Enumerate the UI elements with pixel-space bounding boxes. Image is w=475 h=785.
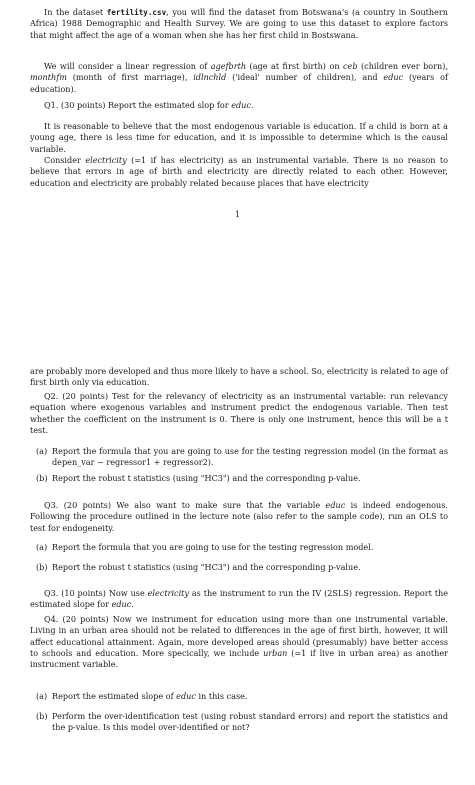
q3-text: Q3. (20 points) We also want to make sure that the variable — [44, 500, 326, 510]
model-paragraph — [30, 61, 448, 95]
q4a-text: Report the estimated slope of — [52, 691, 177, 701]
continuation-paragraph: are probably more developed and thus more likely to have a school. So, electricity is related to age of first birth only via education. — [30, 366, 448, 388]
var-educ: educ — [325, 500, 346, 510]
document-page-1 — [0, 0, 475, 262]
q4-text-rest: (=1 if live in urban area) as another instrucment variable. — [30, 647, 448, 670]
q3iv-text: Q3. (10 points) Now use — [44, 588, 148, 598]
q4-part-b — [36, 711, 448, 734]
model-text: We will consider a linear regression of — [44, 61, 211, 71]
q2a-text: Report the formula that you are going to use for the testing regression model (in the format as depen_var ~ regressor1 + regressor2). — [52, 446, 448, 468]
q3b-text: Report the robust t statistics (using "HC3") and the corresponding p-value. — [52, 562, 361, 572]
model-text: (month of first marriage), — [66, 72, 194, 83]
consider-text: Consider — [44, 155, 86, 165]
consider-text-rest: (=1 if has electricity) as an instrumental variable. There is no reason to believe that errors in age of birth and electricity are directly related to each other. However, education and electricity are probably related because places that have electricity — [30, 155, 449, 188]
model-text: (children ever born), — [357, 61, 448, 71]
q3iv-text-mid: as the instrument to run the IV (2SLS) regression. Report the estimated slope for — [30, 588, 448, 610]
q3-text-rest: is indeed endogenous. Following the procedure outlined in the lecture note (also refer to the sample code), run an OLS to test for endogeneity. — [30, 500, 448, 533]
question-4 — [30, 614, 448, 670]
q1-text: Q1. (30 points) Report the estimated slop for — [44, 100, 232, 110]
q2-part-a — [36, 446, 448, 469]
q4-text: Q4. (20 points) Now we instrument for education using more than one instrumental variable. Living in an urban area should not be related to differences in the age of first birth, however, it will affect educational attainment. Again, more developed areas should (presumably) have better access to schools and education. More specically, we include — [30, 614, 448, 658]
list-marker: (a) — [36, 542, 48, 552]
q3-part-b — [36, 562, 448, 573]
model-text: (age at first birth) on — [246, 61, 344, 71]
model-text: (years of education). — [30, 72, 448, 94]
model-text: ('ideal' number of children), and — [226, 72, 384, 83]
q2-part-b — [36, 473, 448, 484]
var-educ: educ — [383, 72, 404, 83]
var-educ: educ — [176, 691, 196, 701]
dataset-filename: fertility.csv — [106, 8, 167, 17]
list-marker: (b) — [36, 711, 48, 721]
var-educ: educ — [231, 100, 251, 110]
page-number: 1 — [234, 210, 241, 219]
var-monthfm: monthfm — [30, 72, 67, 83]
q4-part-a — [36, 691, 448, 702]
question-3-iv — [30, 588, 448, 611]
var-educ: educ — [111, 599, 132, 610]
q1-text-end: . — [250, 100, 254, 110]
consider-paragraph — [30, 155, 448, 189]
list-marker: (a) — [36, 446, 48, 456]
q2b-text: Report the robust t statistics (using "HC3") and the corresponding p-value. — [52, 473, 361, 483]
var-ceb: ceb — [343, 61, 358, 71]
q4a-text-end: in this case. — [195, 691, 248, 701]
q4b-text: Perform the over-identification test (using robust standard errors) and report the statistics and the p-value. Is this model over-identified or not? — [52, 711, 448, 733]
reason-paragraph: It is reasonable to believe that the most endogenous variable is education. If a child is born at a young age, there is less time for education, and it is impossible to determine which is the causal variable. — [30, 121, 448, 154]
q3a-text: Report the formula that you are going to use for the testing regression model. — [52, 542, 374, 552]
intro-text: In the dataset — [44, 7, 107, 17]
document-page-2 — [0, 348, 475, 785]
intro-paragraph — [30, 7, 448, 41]
page-break — [0, 262, 475, 348]
question-2: Q2. (20 points) Test for the relevancy of electricity as an instrumental variable: run relevancy equation where exogenous variables and instrument predict the endogenous variable. Then test whether the coefficient on the instrument is 0. There is only one instrument, hence this will be a t test. — [30, 391, 448, 435]
question-1 — [30, 100, 448, 111]
var-idlnchld: idlnchld — [193, 72, 227, 83]
var-urban: urban — [263, 647, 288, 658]
intro-text-rest: , you will find the dataset from Botswana's (a country in Southern Africa) 1988 Demographic and Health Survey. We are going to use this dataset to explore factors that might affect the age of a woman when she has her first child in Bostswana. — [30, 7, 448, 40]
q3iv-text-end: . — [131, 599, 134, 610]
list-marker: (b) — [36, 562, 48, 572]
var-agefbrth: agefbrth — [210, 61, 247, 71]
question-3 — [30, 500, 448, 534]
var-electricity: electricity — [147, 588, 189, 598]
list-marker: (b) — [36, 473, 48, 483]
list-marker: (a) — [36, 691, 48, 701]
q3-part-a — [36, 542, 448, 553]
var-electricity: electricity — [85, 155, 127, 165]
